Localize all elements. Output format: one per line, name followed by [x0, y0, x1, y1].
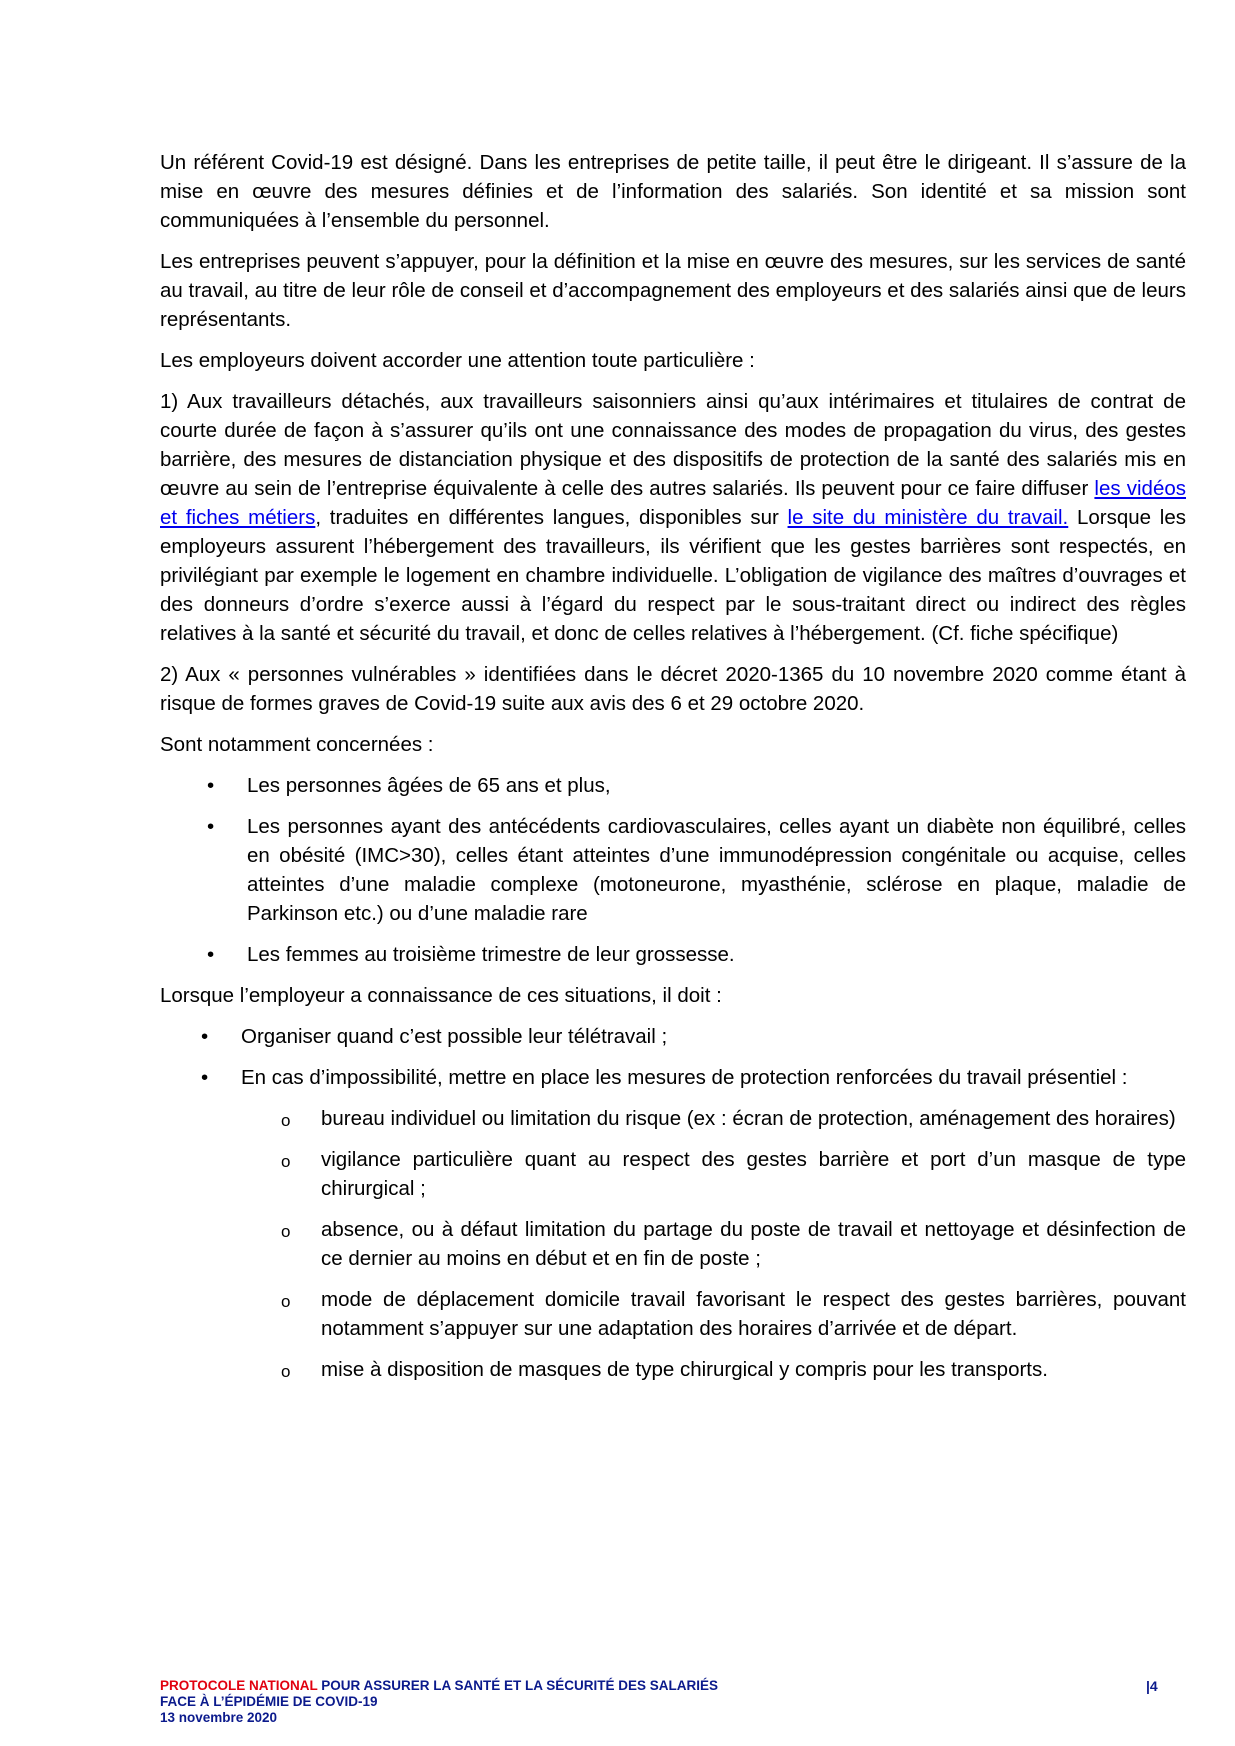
page-number: |4: [1146, 1678, 1158, 1694]
page-footer: [160, 1678, 718, 1726]
circle-bullet-icon: o: [281, 1152, 291, 1171]
bullet-icon: •: [207, 943, 215, 966]
list-item: • En cas d’impossibilité, mettre en place les mesures de protection renforcées du travail présentiel :: [160, 1063, 1186, 1092]
sublist-item: o bureau individuel ou limitation du risque (ex : écran de protection, aménagement des horaires): [160, 1104, 1186, 1133]
footer-title-line: [160, 1678, 718, 1694]
list-concernees: [160, 771, 1186, 969]
text-segment: , traduites en différentes langues, disponibles sur: [315, 506, 788, 529]
paragraph-travailleurs-detaches: [160, 387, 1186, 648]
bullet-icon: •: [201, 1025, 209, 1048]
list-item: • Organiser quand c’est possible leur télétravail ;: [160, 1022, 1186, 1051]
paragraph-services-sante: Les entreprises peuvent s’appuyer, pour la définition et la mise en œuvre des mesures, sur les services de santé au travail, au titre de leur rôle de conseil et d’accompagnement des employeurs et des salariés ainsi que de leurs représentants.: [160, 250, 1186, 331]
footer-title-rest: POUR ASSURER LA SANTÉ ET LA SÉCURITÉ DES SALARIÉS: [317, 1678, 719, 1693]
bullet-icon: •: [201, 1066, 209, 1089]
sublist-item: o mise à disposition de masques de type chirurgical y compris pour les transports.: [160, 1355, 1186, 1384]
bullet-icon: •: [207, 774, 215, 797]
bullet-icon: •: [207, 815, 215, 838]
paragraph-referent: Un référent Covid-19 est désigné. Dans les entreprises de petite taille, il peut être le dirigeant. Il s’assure de la mise en œuvre des mesures définies et de l’information des salariés. Son identité et sa mission sont communiquées à l’ensemble du personnel.: [160, 151, 1186, 232]
circle-bullet-icon: o: [281, 1222, 291, 1241]
paragraph-concernees: Sont notamment concernées :: [160, 733, 434, 756]
sublist-item: o vigilance particulière quant au respect des gestes barrière et port d’un masque de type chirurgical ;: [281, 1148, 1186, 1200]
circle-bullet-icon: o: [281, 1292, 291, 1311]
circle-bullet-icon: o: [281, 1111, 291, 1130]
link-site-ministere-travail[interactable]: le site du ministère du travail.: [787, 506, 1069, 529]
paragraph-employeur-doit: Lorsque l’employeur a connaissance de ces situations, il doit :: [160, 984, 722, 1007]
sublist-item: o absence, ou à défaut limitation du partage du poste de travail et nettoyage et désinfection de ce dernier au moins en début et en fin de poste ;: [281, 1218, 1186, 1270]
list-item: • Les personnes âgées de 65 ans et plus,: [160, 771, 1186, 800]
footer-date: 13 novembre 2020: [160, 1710, 278, 1725]
footer-protocole-national: PROTOCOLE NATIONAL: [160, 1678, 318, 1693]
text-segment: 1) Aux travailleurs détachés, aux travailleurs saisonniers ainsi qu’aux intérimaires et titulaires de contrat de courte durée de façon à s’assurer qu’ils ont une connaissance des modes de propagation du virus, des gestes barrière, des mesures de distanciation physique et des dispositifs de protection de la santé des salariés mis en œuvre au sein de l’entreprise équivalente à celle des autres salariés. Ils peuvent pour ce faire diffuser: [160, 390, 1186, 500]
list-mesures: [160, 1022, 1186, 1092]
list-item: • Les personnes ayant des antécédents cardiovasculaires, celles ayant un diabète non équilibré, celles en obésité (IMC>30), celles étant atteintes d’une immunodépression congénitale ou acquise, celles atteintes d’une maladie complexe (motoneurone, myasthénie, sclérose en plaque, maladie de Parkinson etc.) ou d’une maladie rare: [160, 812, 1186, 928]
sublist-item: o mode de déplacement domicile travail favorisant le respect des gestes barrières, pouvant notamment s’appuyer sur une adaptation des horaires d’arrivée et de départ.: [281, 1288, 1186, 1340]
footer-subtitle: FACE À L’ÉPIDÉMIE DE COVID-19: [160, 1694, 378, 1709]
document-body: [160, 148, 1186, 1396]
sublist-mesures-renforcees: [160, 1104, 1186, 1384]
text-segment: Lorsque les employeurs assurent l’hébergement des travailleurs, ils vérifient que les gestes barrières sont respectés, en privilégiant par exemple le logement en chambre individuelle. L’obligation de vigilance des maîtres d’ouvrages et des donneurs d’ordre s’exerce aussi à l’égard du respect par le sous-traitant direct ou indirect des règles relatives à la santé et sécurité du travail, et donc de celles relatives à l’hébergement. (Cf. fiche spécifique): [160, 506, 1187, 645]
list-item: • Les femmes au troisième trimestre de leur grossesse.: [160, 940, 1186, 969]
paragraph-personnes-vulnerables: 2) Aux « personnes vulnérables » identifiées dans le décret 2020-1365 du 10 novembre 2020 comme étant à risque de formes graves de Covid-19 suite aux avis des 6 et 29 octobre 2020.: [160, 663, 1186, 715]
link-videos-fiches-metiers[interactable]: les vidéos et fiches métiers: [160, 477, 1186, 529]
circle-bullet-icon: o: [281, 1362, 291, 1381]
paragraph-attention: Les employeurs doivent accorder une attention toute particulière :: [160, 349, 755, 372]
